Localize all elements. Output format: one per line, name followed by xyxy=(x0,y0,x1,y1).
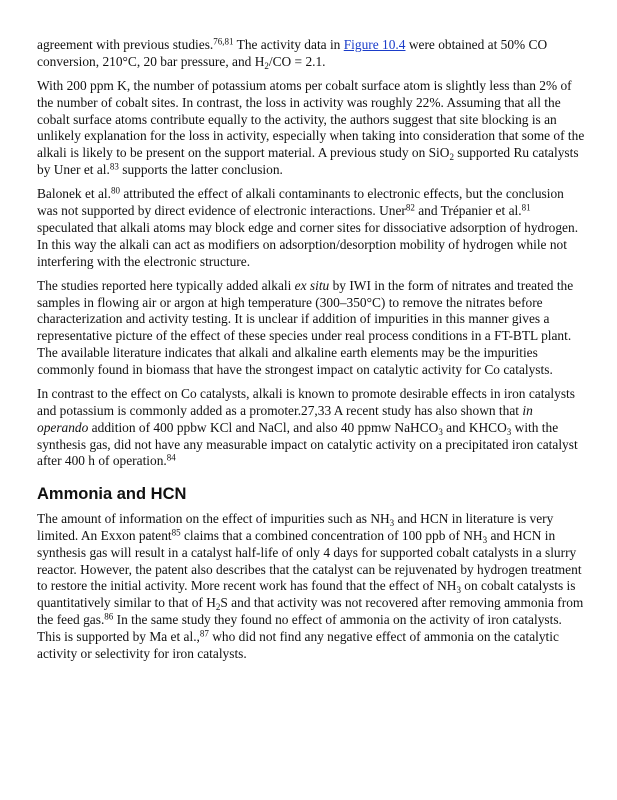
text: Balonek et al. xyxy=(37,186,111,202)
text: were obtained at 50% CO conversion, 210°C, 20 bar pressure, and H xyxy=(37,37,548,69)
text: agreement with previous studies. xyxy=(37,37,214,52)
text: The studies reported here typically added alkali xyxy=(37,277,295,293)
paragraph-1 xyxy=(37,37,585,71)
citation-ref: 76,81 xyxy=(213,36,234,47)
paragraph-2 xyxy=(37,78,585,179)
text: supported Ru catalysts by Uner et al. xyxy=(37,145,579,178)
section-heading: Ammonia and HCN xyxy=(37,485,187,504)
subscript: 3 xyxy=(438,426,443,437)
emphasis: ex situ xyxy=(294,277,330,293)
text: S and that activity was not recovered after removing ammonia from the feed gas. xyxy=(37,595,584,627)
paragraph-6 xyxy=(37,511,585,662)
citation-ref: 83 xyxy=(109,161,119,172)
paragraph-5 xyxy=(37,386,585,470)
subscript: 2 xyxy=(264,60,269,71)
text: speculated that alkali atoms may block edge and corner sites for dissociative adsorption of hydrogen. In this way the alkali can act as modifiers on adsorption/desorption mobility of hydrogen while not interfering with the electronic structure. xyxy=(37,219,579,269)
text: With 200 ppm K, the number of potassium atoms per cobalt surface atom is slightly less than 2% of the number of cobalt sites. In contrast, the loss in activity was roughly 22%. Assuming that all the cobalt surface atoms contribute equally to the activity, the authors suggest that site blocking is an unlikely explanation for the loss in activity, especially when taking into consideration that some of the alkali is likely to be present on the support material. A previous study on SiO xyxy=(37,78,585,161)
text: who did not find any negative effect of ammonia on the catalytic activity or selectivity for iron catalysts. xyxy=(37,628,559,661)
citation-ref: 85 xyxy=(171,527,181,538)
text: /CO = 2.1. xyxy=(268,53,326,69)
text: and HCN in literature is very limited. An Exxon patent xyxy=(37,511,554,543)
text: In the same study they found no effect of ammonia on the activity of iron catalysts. This is supported by Ma et al., xyxy=(37,611,562,644)
subscript: 3 xyxy=(456,585,461,596)
text: and HCN in synthesis gas will result in a catalyst half-life of only 4 days for supported cobalt catalysts in a slurry reactor. However, the patent also describes that the catalyst can be rejuvenated by hydrogen treatment to restore the initial activity. More recent work has found that the effect of NH xyxy=(37,527,582,594)
emphasis: in operando xyxy=(37,402,533,435)
text: attributed the effect of alkali contaminants to electronic effects, but the conclusion was not supported by direct evidence of electronic interactions. Uner xyxy=(37,186,564,219)
citation-ref: 80 xyxy=(111,185,120,196)
text: claims that a combined concentration of 100 ppb of NH xyxy=(180,527,483,543)
text: and Trépanier et al. xyxy=(414,203,522,219)
text: In contrast to the effect on Co catalysts, alkali is known to promote desirable effects in iron catalysts and potassium is commonly added as a promoter.27,33 A recent study has also shown that xyxy=(37,386,575,418)
subscript: 2 xyxy=(449,152,454,163)
figure-link[interactable]: Figure 10.4 xyxy=(343,37,406,52)
paragraph-4 xyxy=(37,278,585,379)
document-page xyxy=(37,37,585,670)
text: The amount of information on the effect of impurities such as NH xyxy=(37,511,390,527)
text: The activity data in xyxy=(233,37,344,52)
citation-ref: 86 xyxy=(104,611,114,622)
subscript: 2 xyxy=(215,602,221,613)
citation-ref: 84 xyxy=(166,452,176,463)
text: by IWI in the form of nitrates and treated the samples in flowing air or argon at high temperature (300–350°C) to remove the nitrates before characterization and activity testing. It is unclear if addition of impurities in this manner gives a representative picture of the effect of these species under real process conditions in a FT-BTL plant. The available literature indicates that alkali and alkaline earth elements may be the impurities commonly found in biomass that have the strongest impact on catalytic activity for Co catalysts. xyxy=(37,277,574,377)
subscript: 3 xyxy=(389,518,395,529)
paragraph-3 xyxy=(37,186,585,270)
text: addition of 400 ppbw KCl and NaCl, and also 40 ppmw NaHCO xyxy=(88,419,439,435)
subscript: 3 xyxy=(482,534,488,545)
text: and KHCO xyxy=(442,419,507,435)
citation-ref: 87 xyxy=(199,628,209,639)
citation-ref: 82 xyxy=(405,202,415,213)
text: on cobalt catalysts is quantitatively similar to that of H xyxy=(37,578,576,611)
text: with the synthesis gas, did not have any measurable impact on catalytic activity on a precipitated iron catalyst after 400 h of operation. xyxy=(37,419,578,469)
text: supports the latter conclusion. xyxy=(118,162,283,178)
citation-ref: 81 xyxy=(521,202,531,213)
subscript: 3 xyxy=(506,426,512,437)
